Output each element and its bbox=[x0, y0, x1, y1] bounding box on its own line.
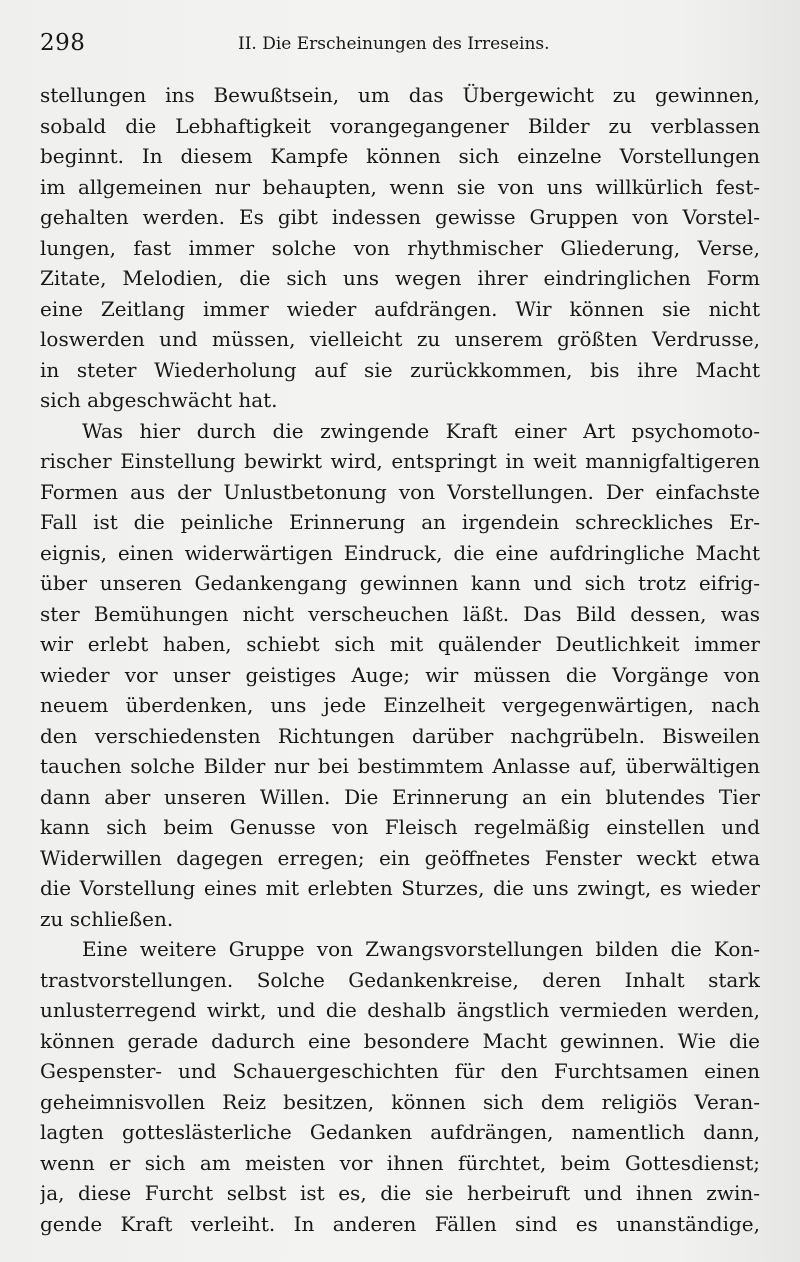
text-line: Zitate, Melodien, die sich uns wegen ihrer eindringlichen Form bbox=[40, 266, 760, 290]
text-line: loswerden und müssen, vielleicht zu unserem größten Verdrusse, bbox=[40, 327, 760, 351]
text-line: eignis, einen widerwärtigen Eindruck, die eine aufdringliche Macht bbox=[40, 540, 760, 565]
text-line: sobald die Lebhaftigkeit vorangegangener Bilder zu verblassen bbox=[40, 113, 760, 138]
text-line: sich abgeschwächt hat. bbox=[40, 388, 278, 412]
text-line: gende Kraft verleiht. In anderen Fällen sind es unanständige, bbox=[40, 1211, 760, 1236]
text-line: rischer Einstellung bewirkt wird, entspringt in weit mannigfaltigeren bbox=[40, 449, 760, 473]
text-line: über unseren Gedankengang gewinnen kann und sich trotz eifrig- bbox=[40, 571, 760, 595]
text-line: Widerwillen dagegen erregen; ein geöffnetes Fenster weckt etwa bbox=[40, 845, 760, 870]
text-line: lungen, fast immer solche von rhythmischer Gliederung, Verse, bbox=[40, 235, 760, 260]
text-line: können gerade dadurch eine besondere Macht gewinnen. Wie die bbox=[40, 1028, 760, 1053]
text-line: lagten gotteslästerliche Gedanken aufdrängen, namentlich dann, bbox=[40, 1120, 760, 1144]
text-line: gehalten werden. Es gibt indessen gewisse Gruppen von Vorstel- bbox=[40, 205, 760, 229]
text-line: im allgemeinen nur behaupten, wenn sie von uns willkürlich fest- bbox=[40, 174, 760, 199]
text-line: neuem überdenken, uns jede Einzelheit vergegenwärtigen, nach bbox=[40, 693, 760, 717]
text-line: Eine weitere Gruppe von Zwangsvorstellungen bilden die Kon- bbox=[82, 937, 760, 961]
text-line: ja, diese Furcht selbst ist es, die sie herbeiruft und ihnen zwin- bbox=[40, 1181, 760, 1205]
text-line: die Vorstellung eines mit erlebten Sturzes, die uns zwingt, es wieder bbox=[40, 876, 760, 900]
text-line: Was hier durch die zwingende Kraft einer Art psychomoto- bbox=[82, 418, 760, 443]
text-line: den verschiedensten Richtungen darüber nachgrübeln. Bisweilen bbox=[40, 723, 760, 748]
page-header bbox=[0, 30, 800, 60]
text-line: in steter Wiederholung auf sie zurückkommen, bis ihre Macht bbox=[40, 357, 760, 382]
text-line: ster Bemühungen nicht verscheuchen läßt. Das Bild dessen, was bbox=[40, 601, 760, 626]
text-line: wir erlebt haben, schiebt sich mit quälender Deutlichkeit immer bbox=[40, 632, 760, 656]
text-line: kann sich beim Genusse von Fleisch regelmäßig einstellen und bbox=[40, 815, 760, 839]
body-text bbox=[40, 80, 760, 1239]
text-line: beginnt. In diesem Kampfe können sich einzelne Vorstellungen bbox=[40, 144, 760, 168]
text-line: Gespenster- und Schauergeschichten für den Furchtsamen einen bbox=[40, 1059, 760, 1083]
page-number: 298 bbox=[40, 30, 86, 56]
running-head: II. Die Erscheinungen des Irreseins. bbox=[238, 34, 550, 54]
text-line: unlusterregend wirkt, und die deshalb ängstlich vermieden werden, bbox=[40, 998, 760, 1022]
text-line: Fall ist die peinliche Erinnerung an irgendein schreckliches Er- bbox=[40, 510, 760, 534]
text-line: eine Zeitlang immer wieder aufdrängen. Wir können sie nicht bbox=[40, 296, 760, 321]
text-line: dann aber unseren Willen. Die Erinnerung an ein blutendes Tier bbox=[40, 784, 760, 809]
text-line: wenn er sich am meisten vor ihnen fürchtet, beim Gottesdienst; bbox=[40, 1150, 760, 1175]
text-line: geheimnisvollen Reiz besitzen, können sich dem religiös Veran- bbox=[40, 1089, 760, 1114]
text-line: tauchen solche Bilder nur bei bestimmtem Anlasse auf, überwältigen bbox=[40, 754, 760, 778]
text-line: stellungen ins Bewußtsein, um das Übergewicht zu gewinnen, bbox=[40, 83, 760, 107]
text-line: trastvorstellungen. Solche Gedankenkreise, deren Inhalt stark bbox=[40, 967, 760, 992]
text-line: Formen aus der Unlustbetonung von Vorstellungen. Der einfachste bbox=[40, 479, 760, 504]
text-line: wieder vor unser geistiges Auge; wir müssen die Vorgänge von bbox=[40, 662, 760, 687]
text-line: zu schließen. bbox=[40, 906, 174, 931]
